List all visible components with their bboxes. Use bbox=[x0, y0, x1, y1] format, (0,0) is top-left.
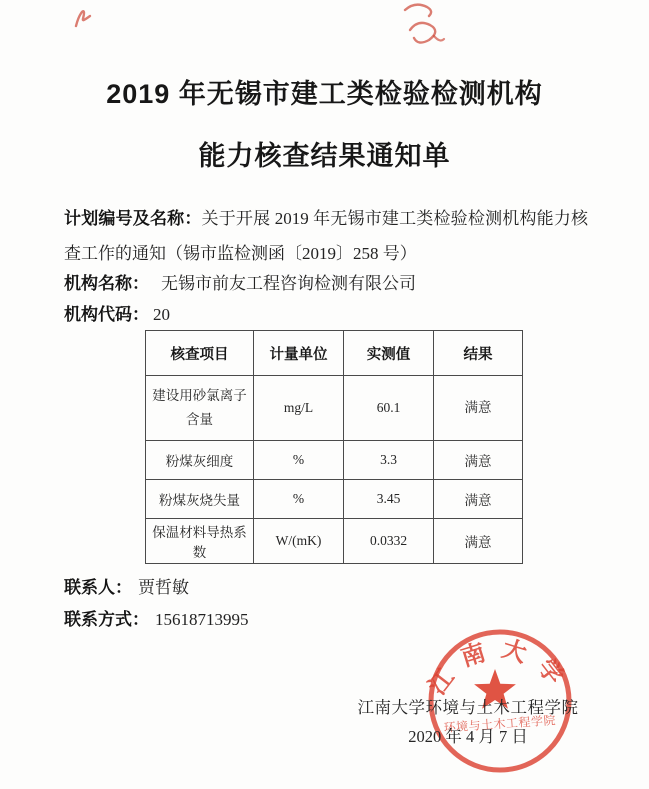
org-name-label: 机构名称： bbox=[64, 274, 149, 293]
table-cell-unit: % bbox=[254, 480, 344, 519]
signature-date: 2020 年 4 月 7 日 bbox=[408, 727, 528, 746]
table-cell-unit: W/(mK) bbox=[254, 519, 344, 564]
table-cell-unit: mg/L bbox=[254, 376, 344, 441]
org-code-row bbox=[64, 303, 170, 327]
org-code-value: 20 bbox=[153, 305, 170, 324]
table-cell-result: 满意 bbox=[434, 376, 523, 441]
table-row bbox=[146, 441, 523, 480]
header-cell-item: 核查项目 bbox=[146, 331, 254, 376]
signature-org: 江南大学环境与土木工程学院 bbox=[357, 698, 579, 717]
seal-arc-text: 江南大学 bbox=[424, 635, 576, 700]
plan-number-paragraph bbox=[64, 201, 588, 271]
contact-phone-label: 联系方式： bbox=[64, 610, 149, 629]
table-row bbox=[146, 376, 523, 441]
handwritten-marks-top-right-icon bbox=[396, 0, 450, 52]
table-cell-item: 粉煤灰烧失量 bbox=[146, 480, 254, 519]
header-cell-result: 结果 bbox=[434, 331, 523, 376]
document-title-line1: 2019 年无锡市建工类检验检测机构 bbox=[106, 79, 543, 109]
contact-person-row bbox=[64, 576, 189, 600]
table-cell-result: 满意 bbox=[434, 441, 523, 480]
plan-number-label: 计划编号及名称： bbox=[64, 209, 202, 228]
table-cell-measured: 60.1 bbox=[344, 376, 434, 441]
results-table bbox=[145, 330, 523, 564]
seal-inner-text: 环境与土木工程学院 bbox=[443, 713, 557, 735]
contact-person-value: 贾哲敏 bbox=[138, 578, 189, 597]
contact-phone-row bbox=[64, 608, 249, 632]
contact-phone-value: 15618713995 bbox=[155, 610, 249, 629]
header-cell-measured: 实测值 bbox=[344, 331, 434, 376]
header-cell-unit: 计量单位 bbox=[254, 331, 344, 376]
org-code-label: 机构代码： bbox=[64, 305, 149, 324]
table-row bbox=[146, 480, 523, 519]
table-cell-measured: 3.45 bbox=[344, 480, 434, 519]
org-name-row bbox=[64, 272, 416, 296]
plan-number-value: 关于开展 2019 年无锡市建工类检验检测机构能力核查工作的通知（锡市监检测函〔2019〕258 号） bbox=[64, 209, 589, 263]
table-cell-measured: 0.0332 bbox=[344, 519, 434, 564]
contact-person-label: 联系人： bbox=[64, 578, 132, 597]
table-cell-result: 满意 bbox=[434, 519, 523, 564]
table-cell-unit: % bbox=[254, 441, 344, 480]
table-cell-item: 建设用砂氯离子含量 bbox=[146, 376, 254, 441]
table-header-row bbox=[146, 331, 523, 376]
table-cell-result: 满意 bbox=[434, 480, 523, 519]
document-title-line2: 能力核查结果通知单 bbox=[198, 141, 451, 171]
table-row bbox=[146, 519, 523, 564]
table-cell-measured: 3.3 bbox=[344, 441, 434, 480]
table-cell-item: 保温材料导热系数 bbox=[146, 519, 254, 564]
org-name-value: 无锡市前友工程咨询检测有限公司 bbox=[161, 274, 416, 293]
table-cell-item: 粉煤灰细度 bbox=[146, 441, 254, 480]
handwritten-mark-top-left-icon bbox=[70, 4, 96, 32]
